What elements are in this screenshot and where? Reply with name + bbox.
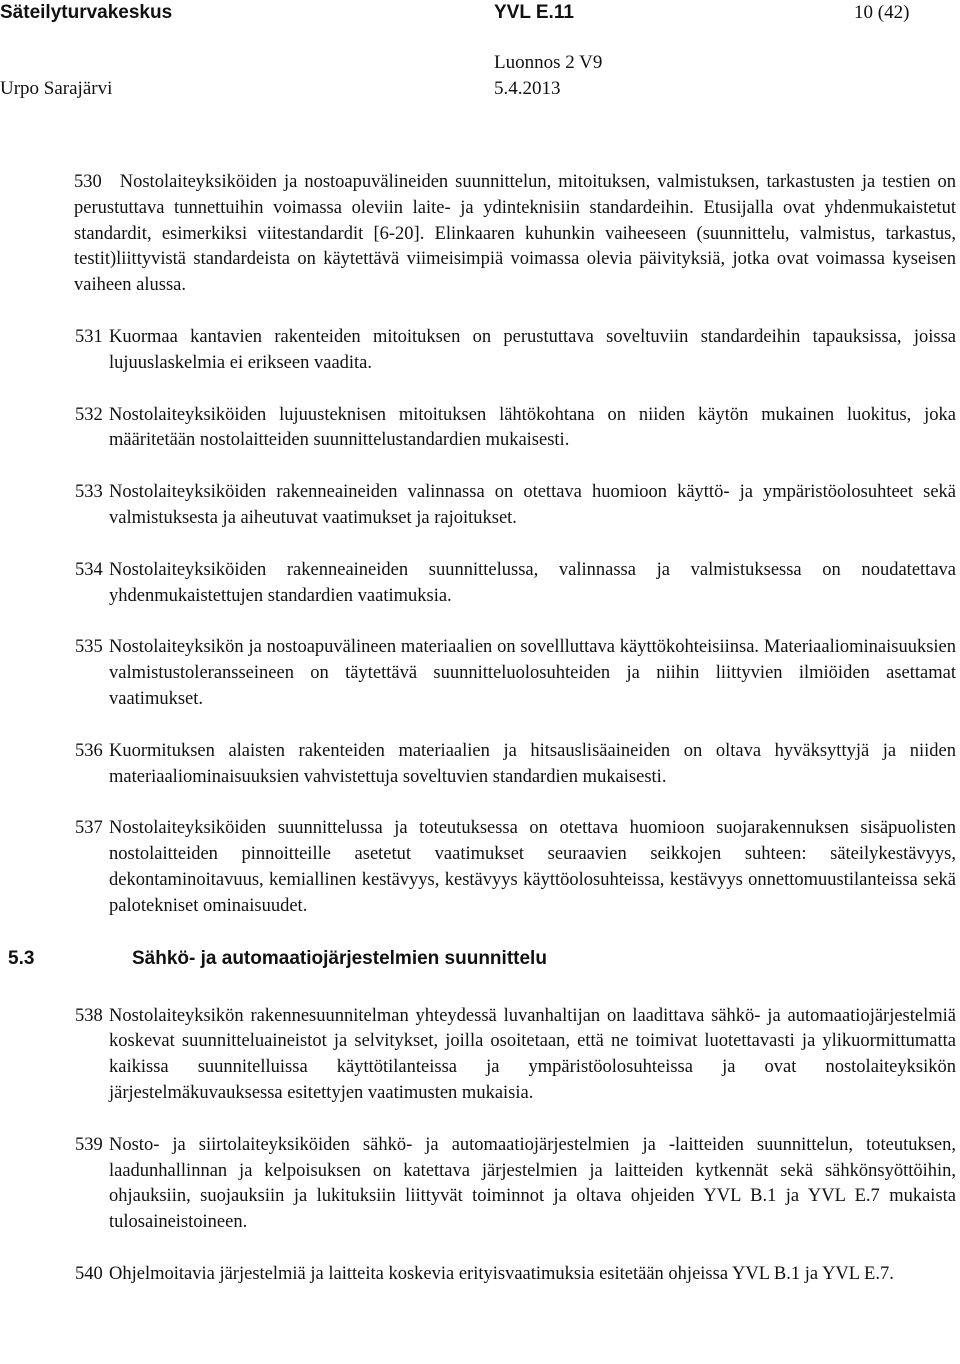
requirement-paragraph	[75, 816, 956, 919]
requirement-paragraph	[75, 739, 956, 791]
requirement-paragraph	[75, 403, 956, 455]
requirement-text: Nostolaiteyksiköiden ja nostoapuvälineiden suunnittelun, mitoituksen, valmistuksen, tarkastusten ja testien on perustuttava tunnettuihin voimassa oleviin laite- ja ydinteknisiin standardeihin. Etusijalla ovat yhdenmukaistetut standardit, esimerkiksi viitestandardit [6-20]. Elinkaaren kuhunkin vaiheeseen (suunnittelu, valmistus, tarkastus, testit)liittyvistä standardeista on käytettävä viimeisimpiä voimassa olevia päivityksiä, jotka ovat voimassa kyseisen vaiheen alussa.	[74, 172, 956, 296]
requirement-paragraph	[75, 480, 956, 532]
requirement-text: Kuormaa kantavien rakenteiden mitoituksen on perustuttava soveltuviin standardeihin tapauksissa, joissa lujuuslaskelmia ei erikseen vaadita.	[109, 326, 956, 373]
header-draft-version: Luonnos 2 V9	[494, 52, 603, 73]
header-date: 5.4.2013	[494, 78, 561, 99]
requirement-number: 533	[75, 482, 103, 503]
requirement-number: 531	[75, 326, 103, 347]
requirement-text: Nostolaiteyksiköiden rakenneaineiden valinnassa on otettava huomioon käyttö- ja ympäristöolosuhteet sekä valmistuksesta ja aiheutuvat vaatimukset ja rajoitukset.	[109, 482, 956, 528]
requirement-paragraph	[75, 558, 956, 610]
requirement-number: 540	[75, 1263, 103, 1284]
header-author: Urpo Sarajärvi	[0, 78, 113, 99]
requirement-text: Nostolaiteyksiköiden lujuusteknisen mitoituksen lähtökohtana on niiden käytön mukainen luokitus, joka määritetään nostolaitteiden suunnittelustandardien mukaisesti.	[109, 404, 956, 451]
requirement-number: 538	[75, 1005, 103, 1026]
requirement-number: 537	[75, 818, 103, 839]
section-heading	[0, 946, 960, 974]
requirement-number: 539	[75, 1134, 103, 1155]
requirement-number: 532	[75, 404, 103, 425]
requirement-paragraph	[75, 325, 956, 377]
requirement-number: 534	[75, 559, 103, 580]
requirement-text: Nostolaiteyksikön ja nostoapuvälineen materiaalien on sovellluttava käyttökohteisiinsa. Materiaaliominaisuuksien valmistustoleransseineen on täytettävä suunnitteluolosuhteiden ja niihin liittyvien ilmiöiden asettamat vaatimukset.	[109, 637, 956, 709]
requirement-paragraph	[75, 1004, 956, 1107]
requirement-paragraph	[75, 1133, 956, 1236]
header-page-number: 10 (42)	[854, 2, 910, 23]
requirement-text: Ohjelmoitavia järjestelmiä ja laitteita koskevia erityisvaatimuksia esitetään ohjeissa YVL B.1 ja YVL E.7.	[109, 1263, 894, 1284]
requirement-text: Nostolaiteyksiköiden rakenneaineiden suunnittelussa, valinnassa ja valmistuksessa on noudatettava yhdenmukaistettujen standardien vaatimuksia.	[109, 559, 956, 606]
requirement-text: Kuormituksen alaisten rakenteiden materiaalien ja hitsauslisäaineiden on oltava hyväksyttyjä ja niiden materiaaliominaisuuksien vahvistettuja soveltuvien standardien mukaisesti.	[109, 740, 956, 787]
document-body	[0, 170, 960, 1314]
requirement-number: 535	[75, 637, 103, 658]
requirement-number: 530	[74, 172, 102, 192]
section-title: Sähkö- ja automaatiojärjestelmien suunnittelu	[132, 947, 547, 969]
requirement-paragraph	[75, 1262, 956, 1288]
requirement-text: Nosto- ja siirtolaiteyksiköiden sähkö- ja automaatiojärjestelmien ja -laitteiden suunnittelun, toteutuksen, laadunhallinnan ja kelpoisuksen on katettava järjestelmien ja laitteiden kytkennät sekä sähkönsyöttöihin, ohjauksiin, suojauksiin ja lukituksiin liittyvät toiminnot ja oltava ohjeiden YVL B.1 ja YVL E.7 mukaista tulosaineistoineen.	[109, 1134, 956, 1233]
requirement-text: Nostolaiteyksikön rakennesuunnitelman yhteydessä luvanhaltijan on laadittava sähkö- ja automaatiojärjestelmiä koskevat suunnitteluaineistot ja selvitykset, joilla osoitetaan, että ne toimivat luotettavasti ja ylikuormittumatta kaikissa suunnitelluissa käyttötilanteissa ja ympäristöolosuhteissa ja ovat nostolaiteyksikön järjestelmäkuvauksessa esitettyjen vaatimusten mukaisia.	[109, 1005, 956, 1103]
requirement-number: 536	[75, 740, 103, 761]
header-organization: Säteilyturvakeskus	[0, 2, 173, 23]
requirement-text: Nostolaiteyksiköiden suunnittelussa ja toteutuksessa on otettava huomioon suojarakennuksen sisäpuolisten nostolaitteiden pinnoitteille asetetut vaatimukset seuraavien seikkojen suhteen: säteilykestävyys, dekontaminoitavuus, kemiallinen kestävyys, kestävyys käyttöolosuhteissa, kestävyys onnettomuustilanteissa sekä palotekniset ominaisuudet.	[109, 818, 956, 916]
requirement-paragraph	[75, 635, 956, 712]
section-number: 5.3	[8, 947, 35, 969]
page-header	[0, 0, 960, 100]
requirement-paragraph	[74, 170, 956, 299]
header-guide-id: YVL E.11	[494, 2, 574, 23]
